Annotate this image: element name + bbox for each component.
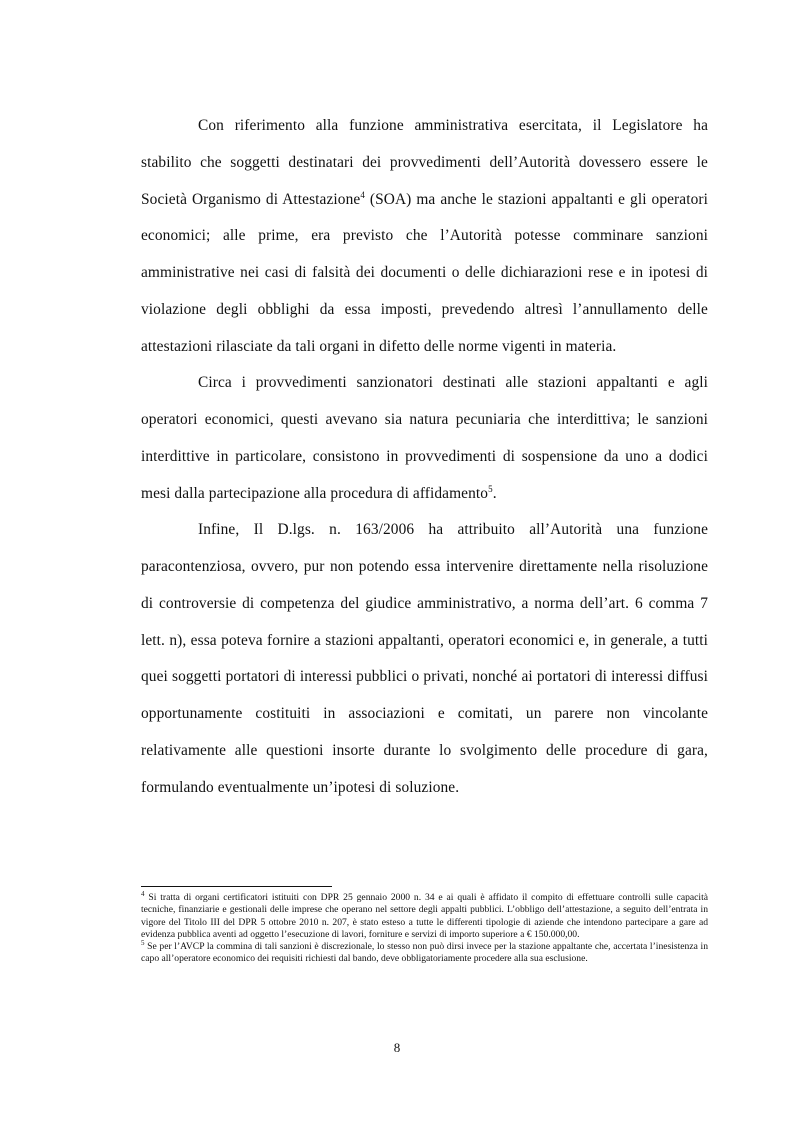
paragraph-soa bbox=[141, 108, 708, 365]
paragraph-text: Con riferimento alla funzione amministrativa esercitata, il Legislatore ha stabilito che soggetti destinatari dei provvedimenti dell’Autorità dovessero essere le Società Organismo di Attestazione bbox=[141, 117, 708, 208]
footnote-ref-5[interactable]: 5 bbox=[488, 483, 493, 494]
footnotes bbox=[141, 889, 708, 966]
footnote-4 bbox=[141, 889, 708, 941]
paragraph-sanctions bbox=[141, 365, 708, 512]
footnote-5 bbox=[141, 941, 708, 966]
paragraph-text: Circa i provvedimenti sanzionatori destinati alle stazioni appaltanti e agli operatori economici, questi avevano sia natura pecuniaria che interdittiva; le sanzioni interdittive in particolare, consistono in provvedimenti di sospensione da uno a dodici mesi dalla partecipazione alla procedura di affidamento bbox=[141, 374, 708, 502]
footnote-number: 5 bbox=[141, 939, 145, 947]
footnote-text: Se per l’AVCP la commina di tali sanzioni è discrezionale, lo stesso non può dirsi invece per la stazione appaltante che, accertata l’inesistenza in capo all’operatore economico dei requisiti richiesti dal bando, deve obbligatoriamente procedere alla sua esclusione. bbox=[141, 941, 708, 965]
page-number: 8 bbox=[393, 1040, 401, 1055]
body-text bbox=[141, 108, 708, 806]
paragraph-paracontentious: Infine, Il D.lgs. n. 163/2006 ha attribuito all’Autorità una funzione paracontenziosa, ovvero, pur non potendo essa intervenire direttamente nella risoluzione di controversie di competenza del giudice amministrativo, a norma dell’art. 6 comma 7 lett. n), essa poteva fornire a stazioni appaltanti, operatori economici e, in generale, a tutti quei soggetti portatori di interessi pubblici o privati, nonché ai portatori di interessi diffusi opportunamente costituiti in associazioni e comitati, un parere non vincolante relativamente alle questioni insorte durante lo svolgimento delle procedure di gara, formulando eventualmente un’ipotesi di soluzione. bbox=[141, 521, 708, 796]
paragraph-text: (SOA) ma anche le stazioni appaltanti e gli operatori economici; alle prime, era previsto che l’Autorità potesse comminare sanzioni amministrative nei casi di falsità dei documenti o delle dichiarazioni rese e in ipotesi di violazione degli obblighi da essa imposti, prevedendo altresì l’annullamento delle attestazioni rilasciate da tali organi in difetto delle norme vigenti in materia. bbox=[141, 190, 708, 355]
footnote-text: Si tratta di organi certificatori istituiti con DPR 25 gennaio 2000 n. 34 e ai quali è affidato il compito di effettuare controlli sulle capacità tecniche, finanziarie e gestionali delle imprese che operano nel settore degli appalti pubblici. L’obbligo dell’attestazione, a seguito dell’entrata in vigore del Titolo III del DPR 5 ottobre 2010 n. 207, è stato esteso a tutte le differenti tipologie di aziende che intendono partecipare a gare ad evidenza pubblica aventi ad oggetto l’esecuzione di lavori, forniture e servizi di importo superiore a € 150.000,00. bbox=[141, 892, 708, 940]
footnote-number: 4 bbox=[141, 889, 145, 898]
footnote-ref-4[interactable]: 4 bbox=[360, 189, 365, 200]
footnote-separator bbox=[141, 886, 332, 887]
paragraph-text: . bbox=[492, 484, 497, 502]
